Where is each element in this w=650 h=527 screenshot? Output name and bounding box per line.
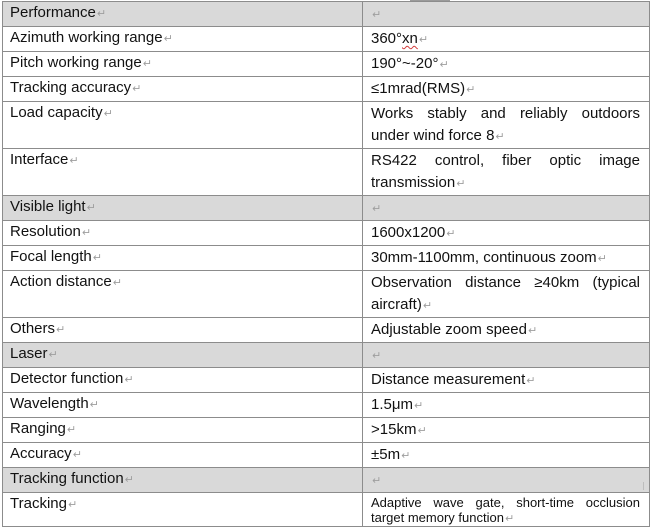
value-cell (363, 443, 650, 468)
paragraph-mark-icon: ↵ (495, 130, 505, 143)
value-cell (363, 468, 650, 493)
paragraph-mark-icon: ↵ (446, 227, 456, 240)
row-label: Laser (10, 345, 48, 362)
paragraph-mark-icon: ↵ (124, 373, 134, 386)
table-row (3, 393, 650, 418)
paragraph-mark-icon: ↵ (112, 276, 122, 289)
table-row (3, 221, 650, 246)
label-cell (3, 318, 363, 343)
value-cell (363, 343, 650, 368)
paragraph-mark-icon: ↵ (527, 324, 538, 337)
row-value: ≤1mrad(RMS) (371, 80, 466, 97)
page-edge-mark (643, 482, 644, 490)
table-row (3, 149, 650, 196)
row-label: Tracking (10, 495, 67, 512)
paragraph-mark-icon: ↵ (439, 58, 449, 71)
table-row (3, 271, 650, 318)
label-cell (3, 493, 363, 527)
row-label: Ranging (10, 420, 66, 437)
section-row-tracking-function (3, 468, 650, 493)
label-cell (3, 246, 363, 271)
paragraph-mark-icon: ↵ (132, 82, 142, 95)
value-cell (363, 418, 650, 443)
table-row (3, 368, 650, 393)
label-cell (3, 443, 363, 468)
paragraph-mark-icon: ↵ (372, 474, 382, 487)
row-value: 360° (371, 30, 403, 47)
row-label: Visible light (10, 198, 86, 215)
label-cell (3, 52, 363, 77)
row-label: Load capacity (10, 104, 103, 121)
row-label: Tracking function (10, 470, 124, 487)
paragraph-mark-icon: ↵ (456, 177, 466, 190)
row-value: 1600x1200 (371, 224, 446, 241)
value-cell (363, 2, 650, 27)
value-cell (363, 493, 650, 527)
value-cell (363, 221, 650, 246)
label-cell (3, 343, 363, 368)
paragraph-mark-icon: ↵ (56, 323, 66, 336)
row-label: Detector function (10, 370, 124, 387)
label-cell (3, 196, 363, 221)
paragraph-mark-icon: ↵ (372, 8, 382, 21)
paragraph-mark-icon: ↵ (372, 349, 382, 362)
row-value: Observation distance ≥40km (typical aircraft) (371, 274, 640, 313)
label-cell (3, 221, 363, 246)
paragraph-mark-icon: ↵ (414, 399, 424, 412)
value-cell (363, 318, 650, 343)
paragraph-mark-icon: ↵ (597, 252, 607, 265)
table-row (3, 246, 650, 271)
paragraph-mark-icon: ↵ (422, 299, 433, 312)
label-cell (3, 149, 363, 196)
label-cell (3, 2, 363, 27)
paragraph-mark-icon: ↵ (142, 57, 152, 70)
label-cell (3, 27, 363, 52)
paragraph-mark-icon: ↵ (466, 83, 476, 96)
paragraph-mark-icon: ↵ (103, 107, 113, 120)
section-row-laser (3, 343, 650, 368)
row-label: Others (10, 320, 56, 337)
table-row (3, 27, 650, 52)
paragraph-mark-icon: ↵ (504, 512, 515, 525)
label-cell (3, 468, 363, 493)
row-value: Works stably and reliably outdoors under wind force 8 (371, 105, 640, 144)
row-value-suffix: xn (402, 30, 418, 47)
row-value: RS422 control, fiber optic image transmission (371, 152, 640, 191)
paragraph-mark-icon: ↵ (92, 251, 102, 264)
row-label: Tracking accuracy (10, 79, 132, 96)
row-label: Focal length (10, 248, 92, 265)
value-cell (363, 196, 650, 221)
row-value: ±5m (371, 446, 401, 463)
row-label: Interface (10, 151, 69, 168)
paragraph-mark-icon: ↵ (124, 473, 134, 486)
table-row (3, 77, 650, 102)
paragraph-mark-icon: ↵ (67, 498, 78, 511)
row-value: 190°~-20° (371, 55, 439, 72)
paragraph-mark-icon: ↵ (72, 448, 82, 461)
paragraph-mark-icon: ↵ (86, 201, 96, 214)
row-label: Action distance (10, 273, 112, 290)
row-value: >15km (371, 421, 417, 438)
table-row (3, 52, 650, 77)
value-cell (363, 246, 650, 271)
value-cell (363, 27, 650, 52)
paragraph-mark-icon: ↵ (401, 449, 411, 462)
value-cell (363, 368, 650, 393)
value-cell (363, 77, 650, 102)
row-label: Accuracy (10, 445, 72, 462)
table-row (3, 443, 650, 468)
row-value: Adaptive wave gate, short-time occlusion target memory function (371, 495, 640, 525)
table-row (3, 102, 650, 149)
value-cell (363, 149, 650, 196)
paragraph-mark-icon: ↵ (96, 7, 107, 20)
row-value: 1.5μm (371, 396, 413, 413)
table-row (3, 493, 650, 527)
paragraph-mark-icon: ↵ (418, 33, 429, 46)
row-value: 30mm-1100mm, continuous zoom (371, 249, 597, 266)
row-label: Wavelength (10, 395, 89, 412)
table-row (3, 418, 650, 443)
value-cell (363, 271, 650, 318)
paragraph-mark-icon: ↵ (89, 398, 99, 411)
label-cell (3, 418, 363, 443)
label-cell (3, 393, 363, 418)
row-label: Performance (10, 4, 96, 21)
value-cell (363, 52, 650, 77)
row-label: Resolution (10, 223, 81, 240)
spec-table (2, 1, 650, 527)
paragraph-mark-icon: ↵ (163, 32, 173, 45)
table-row (3, 318, 650, 343)
paragraph-mark-icon: ↵ (372, 202, 382, 215)
paragraph-mark-icon: ↵ (526, 374, 536, 387)
row-label: Azimuth working range (10, 29, 163, 46)
section-row-performance (3, 2, 650, 27)
label-cell (3, 77, 363, 102)
paragraph-mark-icon: ↵ (66, 423, 77, 436)
value-cell (363, 393, 650, 418)
row-value: Adjustable zoom speed (371, 321, 527, 338)
label-cell (3, 368, 363, 393)
label-cell (3, 102, 363, 149)
paragraph-mark-icon: ↵ (417, 424, 427, 437)
row-value: Distance measurement (371, 371, 526, 388)
paragraph-mark-icon: ↵ (69, 154, 79, 167)
section-row-visible-light (3, 196, 650, 221)
paragraph-mark-icon: ↵ (81, 226, 92, 239)
value-cell (363, 102, 650, 149)
label-cell (3, 271, 363, 318)
paragraph-mark-icon: ↵ (48, 348, 58, 361)
row-label: Pitch working range (10, 54, 142, 71)
